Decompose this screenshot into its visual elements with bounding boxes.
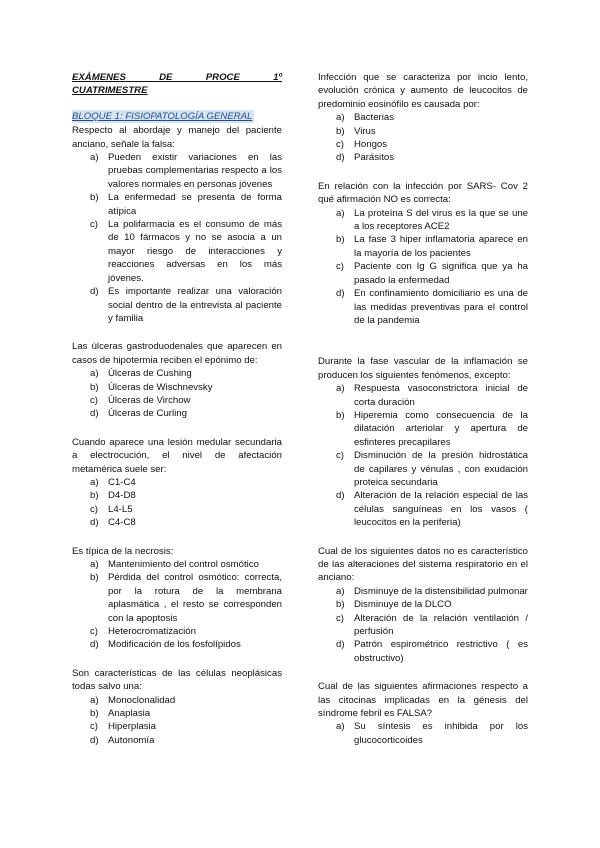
option-letter: b): [336, 409, 345, 421]
option-letter: c): [336, 139, 344, 151]
option-item: [72, 407, 282, 420]
option-item: [72, 571, 282, 625]
option-letter: a): [90, 368, 99, 380]
option-item: [318, 151, 528, 164]
option-text: Disminuye de la DLCO: [354, 599, 452, 611]
option-list: [72, 151, 282, 325]
option-text: C4-C8: [108, 517, 136, 529]
option-item: [318, 233, 528, 260]
option-item: [318, 287, 528, 327]
option-text: Alteración de la relación ventilación / perfusión: [354, 612, 528, 638]
option-text: Hiperemia como consecuencia de la dilatación arteriolar y apertura de esfinteres precapilares: [354, 409, 528, 448]
question-text: Cual de las siguientes afirmaciones respecto a las citocinas implicadas en la génesis del síndrome febril es FALSA?: [318, 681, 528, 720]
option-list: [72, 558, 282, 652]
option-text: Disminuye de la distensibilidad pulmonar: [354, 585, 528, 597]
option-letter: d): [336, 152, 345, 164]
option-letter: a): [90, 694, 99, 706]
section-heading: BLOQUE 1: FISIOPATOLOGÍA GENERAL: [72, 110, 253, 122]
option-letter: b): [90, 490, 99, 502]
option-text: Su síntesis es inhibida por los glucocorticoides: [354, 721, 528, 746]
option-list: [318, 207, 528, 328]
option-list: [318, 382, 528, 529]
question-text: En relación con la infección por SARS- Cov 2 qué afirmación NO es correcta:: [318, 180, 528, 206]
option-text: Virus: [354, 125, 376, 137]
option-letter: c): [336, 612, 344, 624]
option-text: Hongos: [354, 139, 388, 151]
option-item: [72, 720, 282, 733]
option-letter: d): [90, 734, 99, 746]
option-letter: d): [90, 286, 99, 298]
option-item: [72, 394, 282, 407]
question-text: Es típica de la necrosis:: [72, 545, 174, 557]
option-letter: b): [90, 381, 99, 393]
question-text: Las úlceras gastroduodenales que aparecen en casos de hipotermia reciben el epónimo de:: [72, 341, 282, 366]
option-text: D4-D8: [108, 490, 136, 502]
option-item: [318, 138, 528, 151]
option-item: [72, 503, 282, 516]
option-item: [72, 625, 282, 638]
option-item: [72, 381, 282, 394]
option-item: [72, 191, 282, 218]
option-item: [318, 720, 528, 747]
option-text: Bacterias: [354, 112, 394, 124]
option-letter: b): [90, 708, 99, 720]
option-letter: d): [90, 517, 99, 529]
question-text: Infección que se caracteriza por incio lento, evolución crónica y aumento de leucocitos de predominio eosinófilo es causada por:: [318, 72, 528, 110]
option-item: [318, 449, 528, 489]
option-item: [318, 489, 528, 529]
option-text: Pérdida del control osmótico: correcta, por la rotura de la membrana aplasmática , el resto se corresponden con la apoptosis: [108, 572, 282, 624]
option-item: [72, 476, 282, 489]
option-text: Úlceras de Virchow: [108, 394, 191, 406]
option-letter: c): [336, 261, 344, 273]
option-text: Monoclonalidad: [108, 694, 176, 706]
option-list: [72, 694, 282, 748]
option-list: [318, 585, 528, 665]
option-letter: a): [90, 559, 99, 570]
option-text: Anaplasia: [108, 708, 151, 720]
option-text: Paciente con Ig G significa que ya ha pasado la enfermedad: [354, 261, 528, 286]
option-letter: a): [336, 207, 345, 219]
exam-title-line2: CUATRIMESTRE: [72, 85, 148, 97]
option-letter: c): [90, 503, 98, 515]
right-column: [318, 71, 528, 747]
option-letter: b): [336, 125, 345, 137]
option-item: [72, 151, 282, 191]
exam-title-line1: EXÁMENES DE PROCE 1º: [72, 72, 282, 83]
option-text: La enfermedad se presenta de forma atípica: [108, 192, 282, 217]
option-item: [72, 694, 282, 707]
question-text: Cual de los siguientes datos no es característico de las alteraciones del sistema respiratorio en el anciano:: [318, 545, 528, 584]
left-column: [72, 71, 282, 747]
option-list: [72, 476, 282, 530]
option-text: La polifarmacia es el consumo de más de 10 fármacos y no se asocia a un mayor riesgo de interacciones y reacciones adversas en los más jóvenes.: [108, 219, 282, 284]
option-letter: c): [90, 626, 98, 638]
option-letter: c): [90, 394, 98, 406]
option-letter: a): [336, 112, 345, 124]
option-list: [318, 111, 528, 165]
option-letter: a): [336, 721, 345, 733]
option-item: [318, 585, 528, 598]
option-item: [72, 516, 282, 529]
question-text: Durante la fase vascular de la inflamación se producen los siguientes fenómenos, excepto:: [318, 356, 528, 381]
option-text: Hiperplasia: [108, 721, 156, 733]
option-item: [72, 638, 282, 651]
option-letter: d): [90, 639, 99, 651]
option-item: [72, 707, 282, 720]
option-text: Autonomía: [108, 734, 155, 746]
option-letter: b): [90, 572, 99, 584]
option-letter: a): [336, 585, 345, 597]
question-text: Son características de las células neoplásicas todas salvo una:: [72, 667, 282, 693]
option-item: [318, 612, 528, 639]
option-letter: b): [90, 192, 99, 204]
option-text: Úlceras de Cushing: [108, 368, 192, 380]
option-item: [72, 218, 282, 285]
option-item: [72, 558, 282, 571]
option-letter: b): [336, 234, 345, 246]
option-item: [318, 125, 528, 138]
option-item: [318, 111, 528, 124]
option-letter: a): [90, 152, 99, 164]
option-text: Es importante realizar una valoración social dentro de la entrevista al paciente y familia: [108, 286, 282, 324]
option-text: Patrón espirométrico restrictivo ( es obstructivo): [354, 639, 528, 664]
option-text: La proteína S del virus es la que se une a los receptores ACE2: [354, 207, 528, 233]
option-letter: b): [336, 599, 345, 611]
option-text: Mantenimiento del control osmótico: [108, 559, 259, 570]
option-text: L4-L5: [108, 503, 133, 515]
option-item: [72, 734, 282, 747]
option-letter: c): [90, 721, 98, 733]
option-list: [72, 367, 282, 421]
option-item: [72, 367, 282, 380]
option-item: [318, 598, 528, 611]
option-text: Parásitos: [354, 152, 394, 164]
option-item: [318, 409, 528, 449]
option-letter: a): [336, 383, 345, 395]
option-text: La fase 3 hiper inflamatoria aparece en la mayoría de los pacientes: [354, 234, 528, 259]
option-list: [318, 720, 528, 747]
option-text: En confinamiento domiciliario es una de las medidas preventivas para el control de la pandemia: [354, 288, 528, 326]
option-text: Respuesta vasoconstrictora inicial de corta duración: [354, 383, 528, 408]
option-text: Úlceras de Curling: [108, 408, 187, 420]
option-text: Heterocromatización: [108, 626, 196, 638]
option-letter: d): [336, 639, 345, 651]
question-text: Respecto al abordaje y manejo del paciente anciano, señale la falsa:: [72, 125, 282, 150]
option-item: [72, 285, 282, 325]
option-item: [72, 489, 282, 502]
option-item: [318, 638, 528, 665]
option-item: [318, 382, 528, 409]
option-letter: d): [336, 490, 345, 502]
option-text: Úlceras de Wischnevsky: [108, 381, 213, 393]
option-item: [318, 207, 528, 234]
option-text: C1-C4: [108, 476, 136, 488]
option-letter: d): [90, 408, 99, 420]
option-text: Disminución de la presión hidrostática de capilares y vénulas , con exudación proteica secundaria: [354, 450, 528, 488]
option-letter: c): [336, 450, 344, 462]
option-letter: c): [90, 219, 98, 231]
option-letter: a): [90, 476, 99, 488]
option-item: [318, 260, 528, 287]
option-letter: d): [336, 288, 345, 300]
option-text: Pueden existir variaciones en las pruebas complementarias respecto a los valores normales en personas jóvenes: [108, 152, 282, 190]
option-text: Modificación de los fosfolípidos: [108, 639, 241, 651]
option-text: Alteración de la relación especial de las células sanguíneas en los vasos ( leucocitos en la periferia): [354, 490, 528, 529]
question-text: Cuando aparece una lesión medular secundaria a electrocución, el nivel de afectación metamérica suele ser:: [72, 436, 282, 475]
